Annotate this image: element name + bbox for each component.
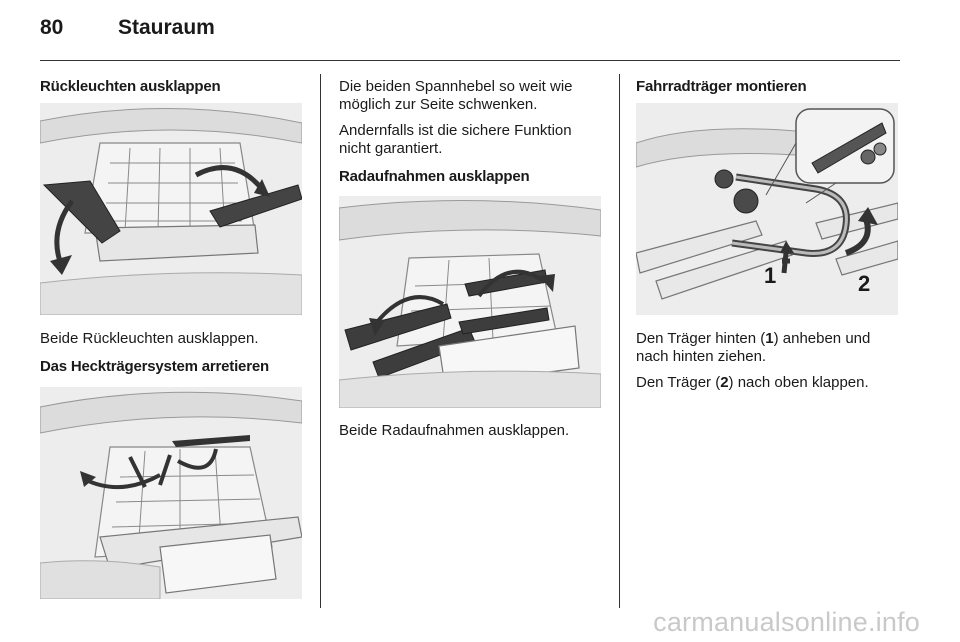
header-rule bbox=[40, 60, 900, 61]
paragraph-spannhebel: Die beiden Spannhebel so weit wie möglich zur Seite schwenken. bbox=[339, 78, 573, 113]
paragraph-funktion: Andernfalls ist die sichere Funktion nicht garantiert. bbox=[339, 122, 572, 157]
heading-radaufnahmen: Radaufnahmen ausklappen bbox=[339, 168, 530, 185]
heading-rueckleuchten: Rückleuchten ausklappen bbox=[40, 78, 221, 95]
column-divider-2 bbox=[619, 74, 620, 608]
figure-radaufnahmen bbox=[339, 196, 601, 408]
para-text: Den Träger hinten ( bbox=[636, 330, 766, 347]
reference-number-2: 2 bbox=[720, 374, 729, 391]
figure-heckträger-arretieren bbox=[40, 387, 302, 599]
heading-fahrradträger: Fahrradträger montieren bbox=[636, 78, 807, 95]
column-divider-1 bbox=[320, 74, 321, 608]
paragraph-traeger-klappen bbox=[636, 374, 898, 392]
chapter-title: Stauraum bbox=[118, 16, 215, 39]
figure-label-2: 2 bbox=[858, 271, 871, 296]
figure-label-1: 1 bbox=[764, 263, 777, 288]
para-text: ) anheben und nach hinten ziehen. bbox=[636, 330, 871, 365]
paragraph-traeger-anheben bbox=[636, 330, 898, 366]
page-header bbox=[40, 16, 215, 46]
caption-radaufnahmen: Beide Radaufnahmen ausklappen. bbox=[339, 422, 570, 439]
para-text: ) nach oben klappen. bbox=[728, 374, 869, 391]
heading-heckträger-arretieren: Das Heckträgersystem arretieren bbox=[40, 358, 269, 375]
figure-rueckleuchten bbox=[40, 103, 302, 315]
page-number: 80 bbox=[40, 16, 64, 39]
watermark: carmanualsonline.info bbox=[653, 607, 920, 637]
figure-fahrradträger bbox=[636, 103, 898, 315]
reference-number-1: 1 bbox=[765, 330, 774, 347]
para-text: Den Träger ( bbox=[636, 374, 721, 391]
caption-rueckleuchten: Beide Rückleuchten ausklappen. bbox=[40, 330, 259, 347]
